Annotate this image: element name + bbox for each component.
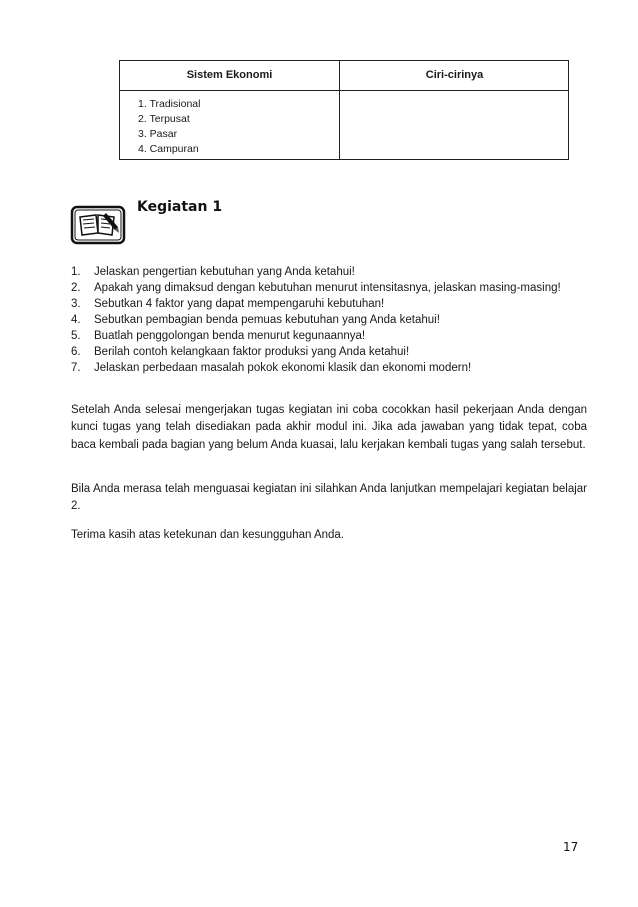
list-item: 1. Tradisional xyxy=(138,98,201,110)
closing-paragraph: Terima kasih atas ketekunan dan kesungguhan Anda. xyxy=(71,529,344,541)
list-item xyxy=(71,280,587,296)
page-number: 17 xyxy=(563,840,579,854)
list-item xyxy=(71,360,587,376)
list-item: 3. Pasar xyxy=(138,128,178,140)
question-number: 2. xyxy=(71,282,81,294)
question-number: 5. xyxy=(71,330,81,342)
question-text: Jelaskan perbedaan masalah pokok ekonomi klasik dan ekonomi modern! xyxy=(94,362,472,374)
list-item: 2. Terpusat xyxy=(138,113,190,125)
question-number: 1. xyxy=(71,266,81,278)
instruction-paragraph: Setelah Anda selesai mengerjakan tugas kegiatan ini coba cocokkan hasil pekerjaan Anda dengan kunci tugas yang telah disediakan pada akhir modul ini. Jika ada jawaban yang tidak tepat, coba baca kembali pada bagian yang belum Anda kuasai, lalu kerjakan kembali tugas yang salah tersebut. xyxy=(71,404,587,451)
list-item xyxy=(71,344,587,360)
economic-systems-list xyxy=(138,97,200,157)
question-number: 7. xyxy=(71,362,81,374)
activity-title: Kegiatan 1 xyxy=(137,199,223,215)
question-number: 3. xyxy=(71,298,81,310)
list-item xyxy=(71,296,587,312)
book-pencil-icon xyxy=(70,205,126,245)
question-text: Apakah yang dimaksud dengan kebutuhan menurut intensitasnya, jelaskan masing-masing! xyxy=(94,282,561,294)
question-text: Berilah contoh kelangkaan faktor produksi yang Anda ketahui! xyxy=(94,346,410,358)
question-list xyxy=(71,264,587,376)
list-item xyxy=(71,264,587,280)
list-item: 4. Campuran xyxy=(138,143,199,155)
question-text: Jelaskan pengertian kebutuhan yang Anda ketahui! xyxy=(94,266,355,278)
question-text: Sebutkan 4 faktor yang dapat mempengaruhi kebutuhan! xyxy=(94,298,385,310)
question-number: 4. xyxy=(71,314,81,326)
list-item xyxy=(71,312,587,328)
economic-systems-table xyxy=(119,60,569,160)
question-text: Sebutkan pembagian benda pemuas kebutuhan yang Anda ketahui! xyxy=(94,314,440,326)
question-number: 6. xyxy=(71,346,81,358)
question-text: Buatlah penggolongan benda menurut kegunaannya! xyxy=(94,330,366,342)
next-activity-paragraph: Bila Anda merasa telah menguasai kegiatan ini silahkan Anda lanjutkan mempelajari kegiatan belajar 2. xyxy=(71,483,587,513)
table-header-ciri-cirinya: Ciri-cirinya xyxy=(425,69,484,81)
table-header-sistem-ekonomi: Sistem Ekonomi xyxy=(186,69,273,81)
list-item xyxy=(71,328,587,344)
